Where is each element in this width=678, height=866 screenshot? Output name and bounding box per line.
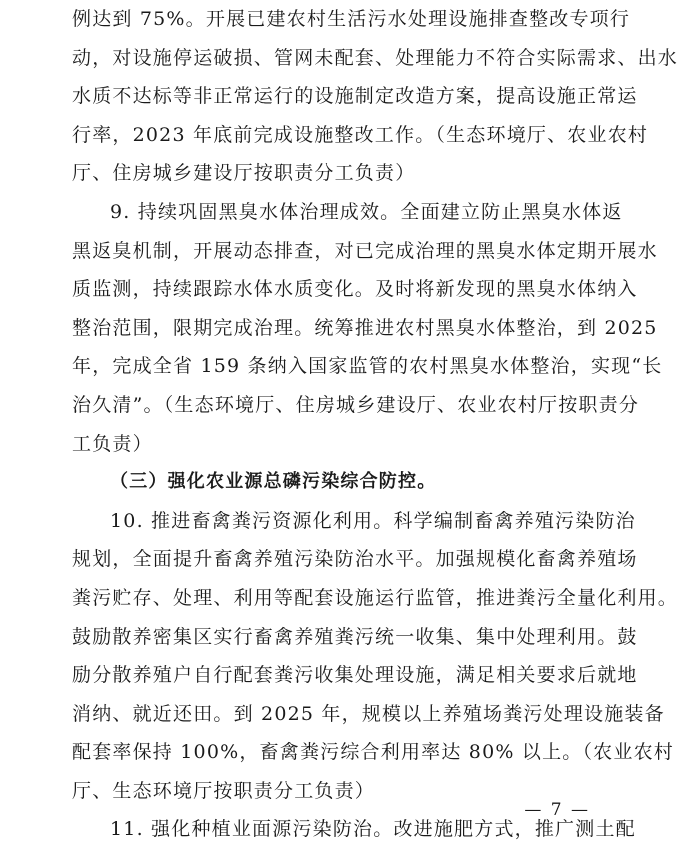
text-line: 黑返臭机制，开展动态排查，对已完成治理的黑臭水体定期开展水 bbox=[72, 239, 658, 262]
text-line: 鼓励散养密集区实行畜禽养殖粪污统一收集、集中处理利用。鼓 bbox=[72, 625, 638, 648]
text-line: 例达到 75%。开展已建农村生活污水处理设施排查整改专项行 bbox=[72, 8, 631, 30]
text-line: 质监测，持续跟踪水体水质变化。及时将新发现的黑臭水体纳入 bbox=[72, 278, 638, 301]
text-line: 粪污贮存、处理、利用等配套设施运行监管，推进粪污全量化利用。 bbox=[72, 586, 678, 609]
text-line: 工负责） bbox=[72, 432, 153, 455]
text-line: 配套率保持 100%，畜禽粪污综合利用率达 80% 以上。（农业农村 bbox=[72, 741, 674, 764]
section-heading: （三）强化农业源总磷污染综合防控。 bbox=[110, 471, 437, 493]
text-line: 厅、生态环境厅按职责分工负责） bbox=[72, 779, 376, 802]
page-number: — 7 — bbox=[524, 800, 590, 820]
text-line: 动，对设施停运破损、管网未配套、处理能力不符合实际需求、出水 bbox=[72, 46, 678, 69]
text-line: 整治范围，限期完成治理。统筹推进农村黑臭水体整治，到 2025 bbox=[72, 316, 658, 339]
text-line: 水质不达标等非正常运行的设施制定改造方案，提高设施正常运 bbox=[72, 85, 638, 108]
text-line: 励分散养殖户自行配套粪污收集处理设施，满足相关要求后就地 bbox=[72, 664, 638, 687]
text-line: 厅、住房城乡建设厅按职责分工负责） bbox=[72, 162, 416, 185]
text-line: 治久清”。（生态环境厅、住房城乡建设厅、农业农村厅按职责分 bbox=[72, 393, 640, 416]
paragraph-9-start: 9. 持续巩固黑臭水体治理成效。全面建立防止黑臭水体返 bbox=[110, 200, 623, 223]
paragraph-11-start: 11. 强化种植业面源污染防治。改进施肥方式，推广测土配 bbox=[110, 818, 636, 841]
text-line: 年，完成全省 159 条纳入国家监管的农村黑臭水体整治，实现“长 bbox=[72, 355, 663, 378]
paragraph-10-start: 10. 推进畜禽粪污资源化利用。科学编制畜禽养殖污染防治 bbox=[110, 509, 636, 532]
text-line: 规划，全面提升畜禽养殖污染防治水平。加强规模化畜禽养殖场 bbox=[72, 548, 638, 571]
document-page bbox=[72, 0, 678, 849]
text-line: 消纳、就近还田。到 2025 年，规模以上养殖场粪污处理设施装备 bbox=[72, 702, 665, 725]
text-line: 行率，2023 年底前完成设施整改工作。（生态环境厅、农业农村 bbox=[72, 123, 649, 146]
